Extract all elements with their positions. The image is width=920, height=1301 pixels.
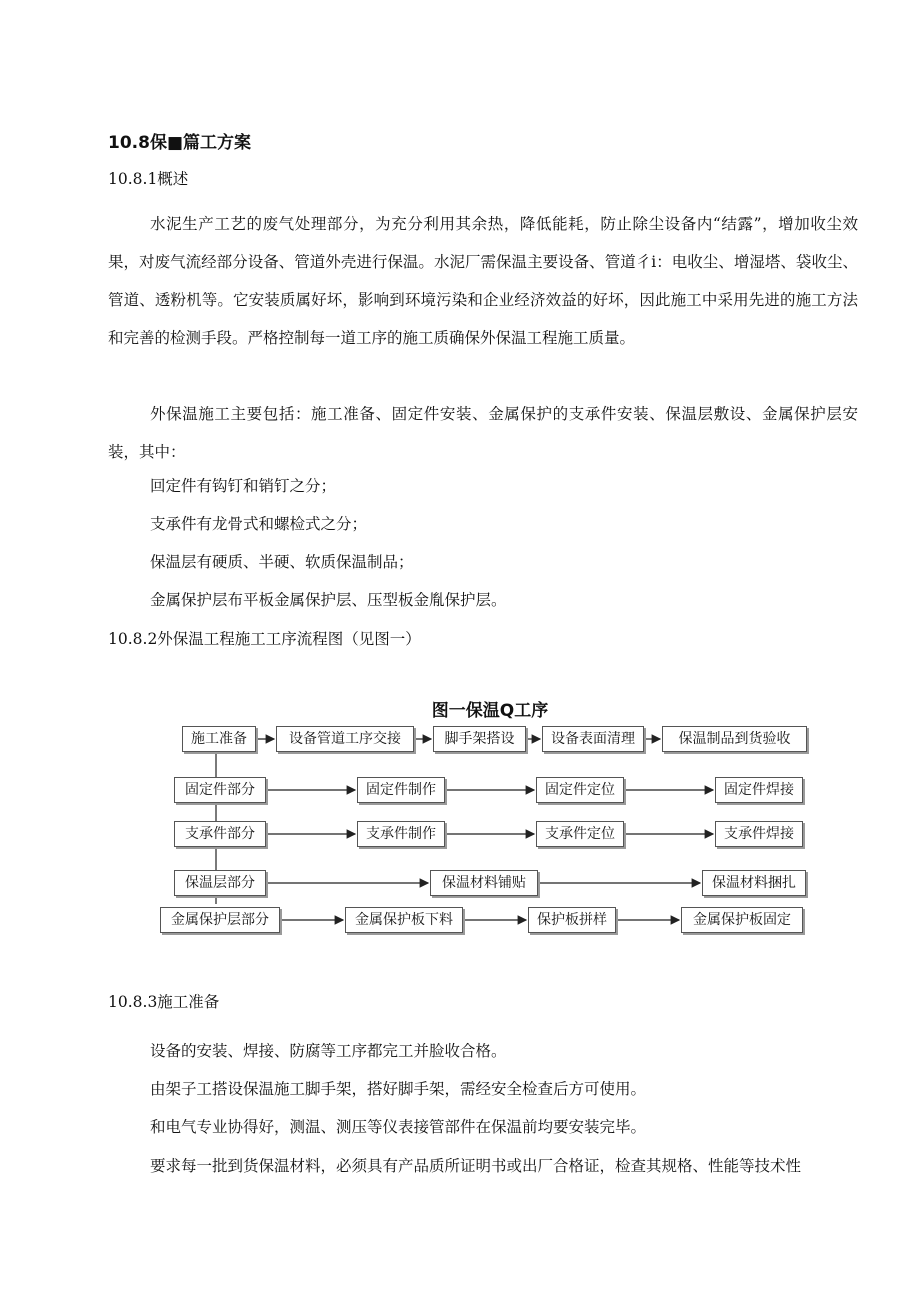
node-support-positioning: 支承件定位: [536, 821, 624, 847]
overview-line-2: 支承件有龙骨式和螺检式之分；: [150, 515, 368, 533]
node-fixing-positioning: 固定件定位: [536, 777, 624, 803]
node-equipment-handover: 设备管道工序交接: [276, 726, 414, 752]
node-scaffold-setup: 脚手架搭设: [433, 726, 526, 752]
node-insulation-laying: 保温材料铺贴: [430, 870, 538, 896]
node-support-welding: 支承件焊接: [715, 821, 803, 847]
node-support-part: 支承件部分: [174, 821, 266, 847]
overview-line-1: 回定件有钩钉和销钉之分；: [150, 477, 337, 495]
heading-construction-prep: 10.8.3施工准备: [108, 993, 220, 1011]
heading-overview: 10.8.1概述: [108, 170, 189, 188]
node-sheet-assembly: 保护板拼样: [528, 907, 616, 933]
overview-paragraph-1: 水泥生产工艺的废气处理部分，为充分利用其余热，降低能耗，防止除尘设备内“结露”，增加收尘效果，对废气流经部分设备、管道外壳进行保温。水泥厂需保温主要设备、管道彳i：电收尘、增湿塔、袋收尘、管道、透粉机等。它安装质属好坏，影响到环境污染和企业经济效益的好坏，因此施工中采用先进的施工方法和完善的检测手段。严格控制每一道工序的施工质确保外保温工程施工质量。: [108, 215, 858, 347]
node-insulation-part: 保温层部分: [174, 870, 266, 896]
overview-line-3: 保温层有硬质、半硬、软质保温制品；: [150, 553, 414, 571]
section-title: 10.8保■篇工方案: [108, 133, 252, 153]
heading-flowchart: 10.8.2外保温工程施工工序流程图（见图一）: [108, 630, 421, 648]
prep-line-1: 设备的安装、焊接、防腐等工序都完工并脸收合格。: [150, 1042, 507, 1060]
node-fixing-welding: 固定件焊接: [715, 777, 803, 803]
node-support-fabrication: 支承件制作: [357, 821, 445, 847]
node-surface-cleaning: 设备表面清理: [542, 726, 644, 752]
prep-line-4: 要求每一批到货保温材料，必须具有产品质所证明书或出厂合格证，检查其规格、性能等技术性: [150, 1157, 802, 1175]
node-metal-sheet-cutting: 金属保护板下料: [345, 907, 463, 933]
node-fixing-part: 固定件部分: [174, 777, 266, 803]
node-insulation-binding: 保温材料捆扎: [702, 870, 806, 896]
process-flowchart: [150, 690, 830, 950]
overview-paragraph-2: 外保温施工主要包括：施工准备、固定件安装、金属保护的支承件安装、保温层敷设、金属保护层安装，其中：: [108, 405, 858, 461]
node-material-acceptance: 保温制品到货验收: [662, 726, 807, 752]
node-fixing-fabrication: 固定件制作: [357, 777, 445, 803]
node-construction-prep: 施工准备: [182, 726, 256, 752]
node-metal-sheet-fixing: 金属保护板固定: [681, 907, 803, 933]
overview-line-4: 金属保护层布平板金属保护层、压型板金胤保护层。: [150, 591, 507, 609]
node-metal-cover-part: 金属保护层部分: [160, 907, 280, 933]
prep-line-3: 和电气专业协得好，测温、测压等仪表接管部件在保温前均要安装完毕。: [150, 1118, 647, 1136]
flowchart-title: 图一保温Q工序: [431, 701, 549, 721]
prep-line-2: 由架子工搭设保温施工脚手架，搭好脚手架，需经安全检查后方可使用。: [150, 1080, 647, 1098]
